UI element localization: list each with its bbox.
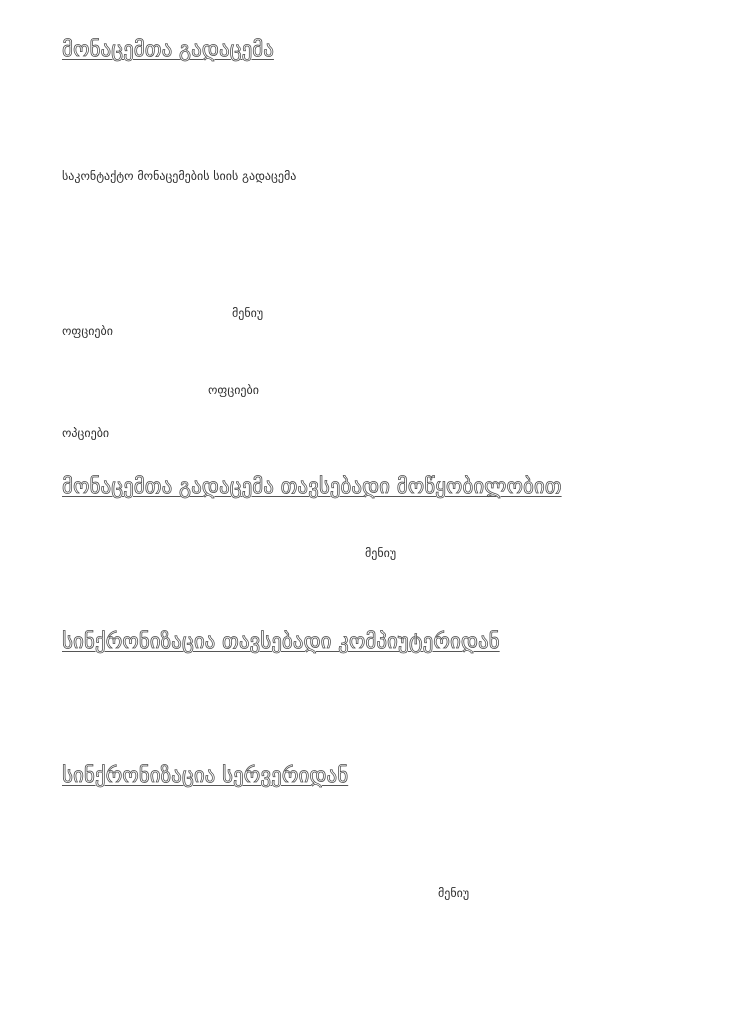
contact-list-transfer-text: საკონტაქტო მონაცემების სიის გადაცემა	[62, 169, 297, 183]
menu-label-2[interactable]: მენიუ	[365, 546, 397, 560]
server-sync-heading: სინქრონიზაცია სერვერიდან	[62, 763, 349, 787]
menu-label-3[interactable]: მენიუ	[438, 886, 470, 900]
data-transfer-heading: მონაცემთა გადაცემა	[62, 37, 274, 61]
menu-label-1[interactable]: მენიუ	[232, 306, 264, 320]
pc-sync-heading: სინქრონიზაცია თავსებადი კომპიუტერიდან	[62, 629, 500, 653]
options-text-3: ოპციები	[62, 426, 110, 440]
options-text-1: ოფციები	[62, 324, 113, 338]
compatible-device-transfer-heading: მონაცემთა გადაცემა თავსებადი მოწყობილობით	[62, 474, 562, 498]
options-text-2: ოფციები	[208, 383, 259, 397]
